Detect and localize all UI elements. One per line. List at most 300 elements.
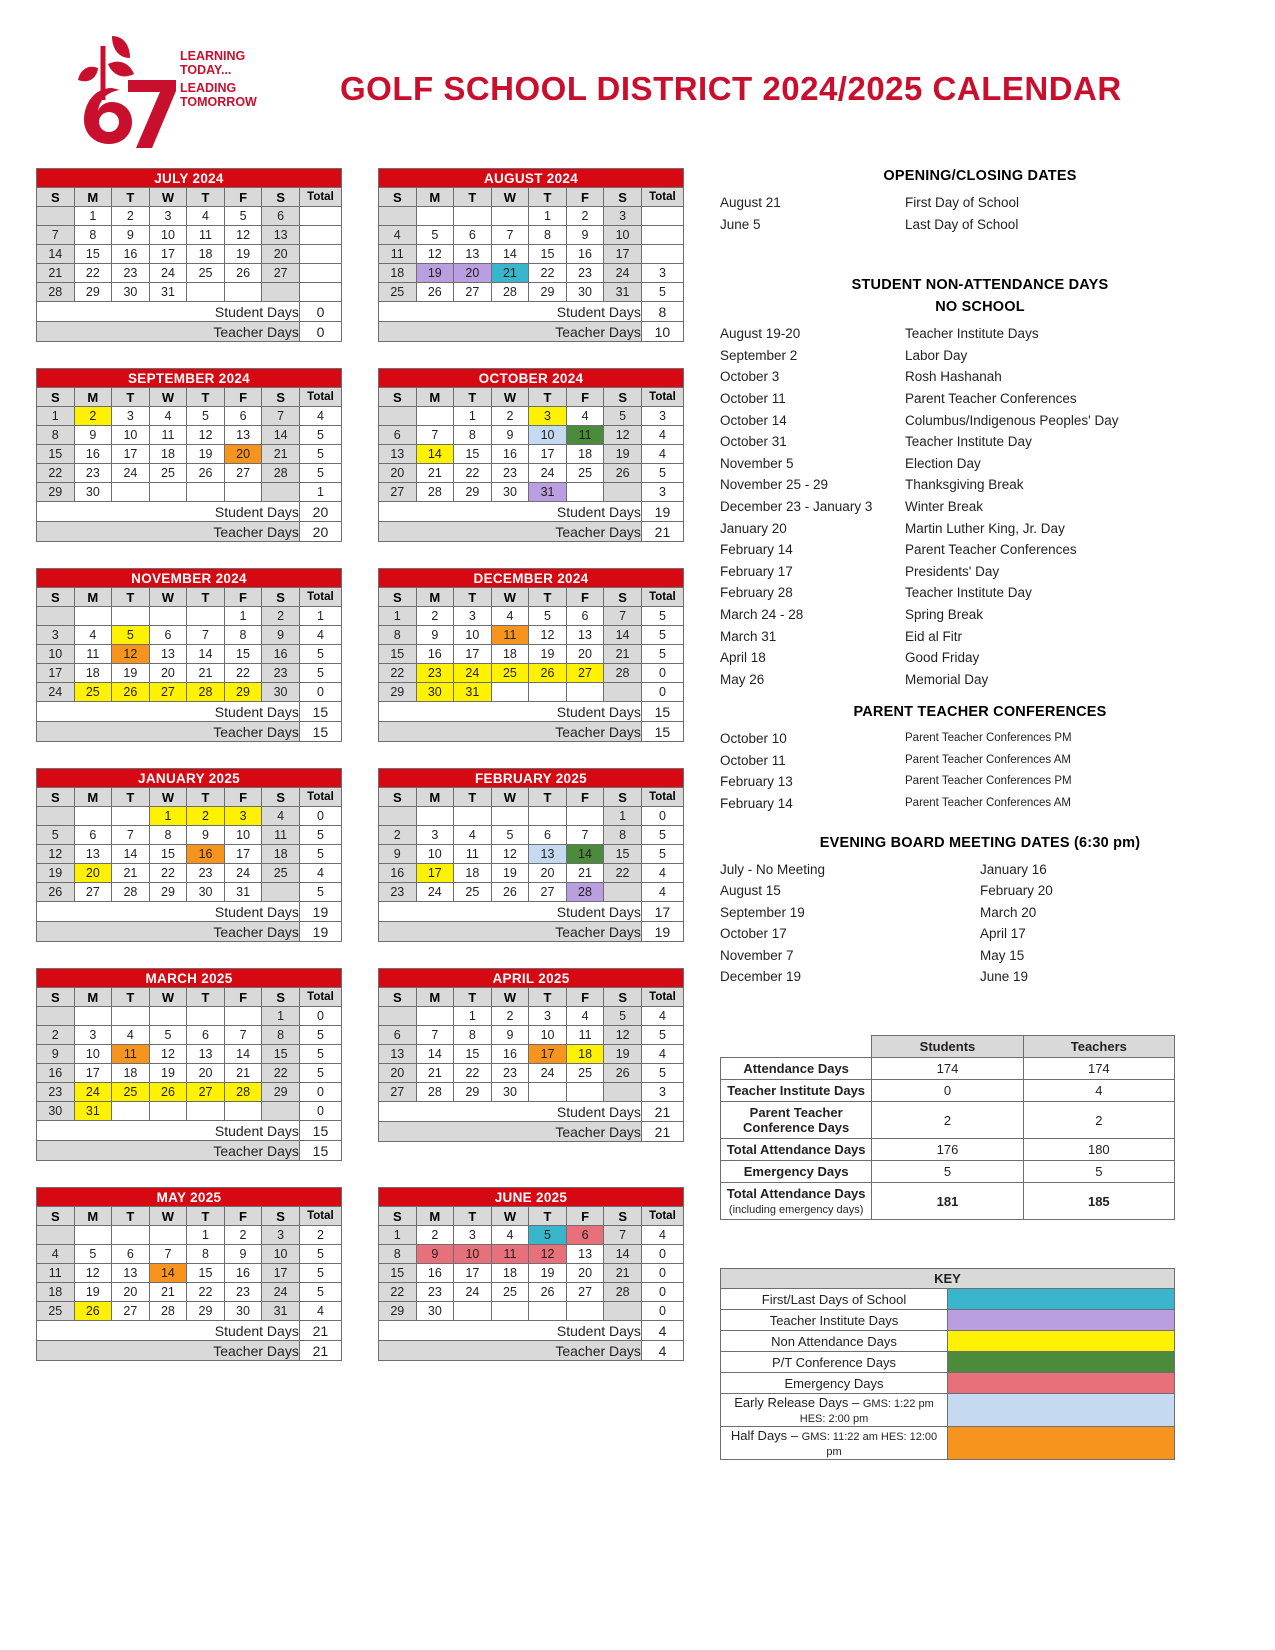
day-cell[interactable]: 7 xyxy=(604,1226,642,1245)
day-cell[interactable]: 21 xyxy=(416,464,454,483)
day-cell[interactable]: 23 xyxy=(491,464,529,483)
day-cell[interactable]: 23 xyxy=(566,264,604,283)
day-cell[interactable]: 17 xyxy=(37,664,75,683)
day-cell[interactable]: 2 xyxy=(262,607,300,626)
day-cell[interactable]: 15 xyxy=(262,1045,300,1064)
day-cell[interactable]: 26 xyxy=(529,664,567,683)
day-cell[interactable]: 21 xyxy=(262,445,300,464)
day-cell[interactable] xyxy=(187,483,225,502)
day-cell[interactable]: 7 xyxy=(416,426,454,445)
day-cell[interactable]: 16 xyxy=(416,645,454,664)
day-cell[interactable]: 4 xyxy=(491,1226,529,1245)
day-cell[interactable]: 14 xyxy=(262,426,300,445)
day-cell[interactable]: 22 xyxy=(149,864,187,883)
day-cell[interactable]: 17 xyxy=(224,845,262,864)
day-cell[interactable]: 21 xyxy=(491,264,529,283)
day-cell[interactable]: 22 xyxy=(379,664,417,683)
day-cell[interactable] xyxy=(37,1226,75,1245)
day-cell[interactable]: 18 xyxy=(566,445,604,464)
day-cell[interactable] xyxy=(604,483,642,502)
day-cell[interactable]: 19 xyxy=(37,864,75,883)
day-cell[interactable]: 28 xyxy=(149,1302,187,1321)
day-cell[interactable] xyxy=(74,1007,112,1026)
day-cell[interactable]: 25 xyxy=(379,283,417,302)
day-cell[interactable]: 26 xyxy=(604,1064,642,1083)
day-cell[interactable]: 22 xyxy=(224,664,262,683)
day-cell[interactable] xyxy=(416,407,454,426)
day-cell[interactable]: 26 xyxy=(74,1302,112,1321)
day-cell[interactable]: 30 xyxy=(491,483,529,502)
day-cell[interactable]: 7 xyxy=(37,226,75,245)
day-cell[interactable]: 2 xyxy=(187,807,225,826)
day-cell[interactable]: 11 xyxy=(491,1245,529,1264)
day-cell[interactable]: 10 xyxy=(529,426,567,445)
day-cell[interactable]: 20 xyxy=(187,1064,225,1083)
day-cell[interactable]: 6 xyxy=(149,626,187,645)
day-cell[interactable]: 3 xyxy=(529,407,567,426)
day-cell[interactable]: 29 xyxy=(187,1302,225,1321)
day-cell[interactable]: 14 xyxy=(37,245,75,264)
day-cell[interactable]: 16 xyxy=(491,1045,529,1064)
day-cell[interactable]: 22 xyxy=(454,1064,492,1083)
day-cell[interactable]: 11 xyxy=(149,426,187,445)
day-cell[interactable]: 20 xyxy=(454,264,492,283)
day-cell[interactable]: 31 xyxy=(149,283,187,302)
day-cell[interactable]: 30 xyxy=(224,1302,262,1321)
day-cell[interactable] xyxy=(187,607,225,626)
day-cell[interactable]: 14 xyxy=(149,1264,187,1283)
day-cell[interactable]: 5 xyxy=(187,407,225,426)
day-cell[interactable]: 27 xyxy=(224,464,262,483)
day-cell[interactable]: 15 xyxy=(37,445,75,464)
day-cell[interactable]: 28 xyxy=(262,464,300,483)
day-cell[interactable] xyxy=(566,1083,604,1102)
day-cell[interactable]: 30 xyxy=(262,683,300,702)
day-cell[interactable]: 15 xyxy=(529,245,567,264)
day-cell[interactable]: 3 xyxy=(454,607,492,626)
day-cell[interactable]: 25 xyxy=(149,464,187,483)
day-cell[interactable] xyxy=(491,207,529,226)
day-cell[interactable]: 25 xyxy=(454,883,492,902)
day-cell[interactable] xyxy=(491,1302,529,1321)
day-cell[interactable]: 22 xyxy=(74,264,112,283)
day-cell[interactable]: 8 xyxy=(37,426,75,445)
day-cell[interactable] xyxy=(224,483,262,502)
day-cell[interactable]: 10 xyxy=(224,826,262,845)
day-cell[interactable]: 11 xyxy=(566,426,604,445)
day-cell[interactable]: 3 xyxy=(262,1226,300,1245)
day-cell[interactable]: 4 xyxy=(566,407,604,426)
day-cell[interactable] xyxy=(529,1083,567,1102)
day-cell[interactable]: 13 xyxy=(187,1045,225,1064)
day-cell[interactable]: 13 xyxy=(262,226,300,245)
day-cell[interactable] xyxy=(379,207,417,226)
day-cell[interactable]: 1 xyxy=(74,207,112,226)
day-cell[interactable]: 12 xyxy=(224,226,262,245)
day-cell[interactable]: 23 xyxy=(187,864,225,883)
day-cell[interactable]: 19 xyxy=(112,664,150,683)
day-cell[interactable]: 23 xyxy=(491,1064,529,1083)
day-cell[interactable] xyxy=(149,1226,187,1245)
day-cell[interactable]: 13 xyxy=(74,845,112,864)
day-cell[interactable] xyxy=(604,1083,642,1102)
day-cell[interactable]: 14 xyxy=(491,245,529,264)
day-cell[interactable]: 11 xyxy=(566,1026,604,1045)
day-cell[interactable]: 18 xyxy=(262,845,300,864)
day-cell[interactable]: 27 xyxy=(529,883,567,902)
day-cell[interactable]: 19 xyxy=(224,245,262,264)
day-cell[interactable]: 6 xyxy=(529,826,567,845)
day-cell[interactable]: 8 xyxy=(262,1026,300,1045)
day-cell[interactable]: 13 xyxy=(529,845,567,864)
day-cell[interactable]: 27 xyxy=(454,283,492,302)
day-cell[interactable]: 10 xyxy=(37,645,75,664)
day-cell[interactable]: 4 xyxy=(262,807,300,826)
day-cell[interactable]: 17 xyxy=(416,864,454,883)
day-cell[interactable]: 28 xyxy=(187,683,225,702)
day-cell[interactable]: 15 xyxy=(379,645,417,664)
day-cell[interactable]: 1 xyxy=(224,607,262,626)
day-cell[interactable] xyxy=(112,807,150,826)
day-cell[interactable]: 16 xyxy=(74,445,112,464)
day-cell[interactable]: 6 xyxy=(187,1026,225,1045)
day-cell[interactable]: 14 xyxy=(604,626,642,645)
day-cell[interactable] xyxy=(74,807,112,826)
day-cell[interactable]: 23 xyxy=(416,664,454,683)
day-cell[interactable]: 3 xyxy=(416,826,454,845)
day-cell[interactable]: 6 xyxy=(566,1226,604,1245)
day-cell[interactable]: 29 xyxy=(379,683,417,702)
day-cell[interactable] xyxy=(262,883,300,902)
day-cell[interactable]: 17 xyxy=(604,245,642,264)
day-cell[interactable]: 11 xyxy=(491,626,529,645)
day-cell[interactable]: 19 xyxy=(187,445,225,464)
day-cell[interactable]: 29 xyxy=(224,683,262,702)
day-cell[interactable]: 20 xyxy=(224,445,262,464)
day-cell[interactable]: 16 xyxy=(37,1064,75,1083)
day-cell[interactable]: 2 xyxy=(74,407,112,426)
day-cell[interactable]: 14 xyxy=(604,1245,642,1264)
day-cell[interactable]: 7 xyxy=(262,407,300,426)
day-cell[interactable]: 24 xyxy=(529,464,567,483)
day-cell[interactable]: 21 xyxy=(604,645,642,664)
day-cell[interactable] xyxy=(149,1007,187,1026)
day-cell[interactable]: 3 xyxy=(149,207,187,226)
day-cell[interactable]: 22 xyxy=(37,464,75,483)
day-cell[interactable]: 12 xyxy=(416,245,454,264)
day-cell[interactable]: 13 xyxy=(454,245,492,264)
day-cell[interactable]: 17 xyxy=(454,1264,492,1283)
day-cell[interactable]: 30 xyxy=(187,883,225,902)
day-cell[interactable] xyxy=(187,1007,225,1026)
day-cell[interactable]: 9 xyxy=(224,1245,262,1264)
day-cell[interactable]: 25 xyxy=(491,664,529,683)
day-cell[interactable]: 12 xyxy=(491,845,529,864)
day-cell[interactable]: 15 xyxy=(379,1264,417,1283)
day-cell[interactable]: 11 xyxy=(112,1045,150,1064)
day-cell[interactable]: 27 xyxy=(187,1083,225,1102)
day-cell[interactable]: 27 xyxy=(149,683,187,702)
day-cell[interactable]: 12 xyxy=(529,626,567,645)
day-cell[interactable]: 18 xyxy=(37,1283,75,1302)
day-cell[interactable]: 8 xyxy=(379,626,417,645)
day-cell[interactable]: 8 xyxy=(74,226,112,245)
day-cell[interactable]: 29 xyxy=(454,1083,492,1102)
day-cell[interactable]: 25 xyxy=(491,1283,529,1302)
day-cell[interactable]: 1 xyxy=(379,607,417,626)
day-cell[interactable]: 6 xyxy=(112,1245,150,1264)
day-cell[interactable]: 15 xyxy=(74,245,112,264)
day-cell[interactable]: 13 xyxy=(149,645,187,664)
day-cell[interactable]: 18 xyxy=(454,864,492,883)
day-cell[interactable]: 16 xyxy=(566,245,604,264)
day-cell[interactable]: 10 xyxy=(529,1026,567,1045)
day-cell[interactable]: 8 xyxy=(379,1245,417,1264)
day-cell[interactable]: 10 xyxy=(74,1045,112,1064)
day-cell[interactable]: 29 xyxy=(379,1302,417,1321)
day-cell[interactable]: 11 xyxy=(74,645,112,664)
day-cell[interactable]: 24 xyxy=(529,1064,567,1083)
day-cell[interactable]: 27 xyxy=(566,664,604,683)
day-cell[interactable]: 6 xyxy=(262,207,300,226)
day-cell[interactable]: 8 xyxy=(454,1026,492,1045)
day-cell[interactable]: 12 xyxy=(529,1245,567,1264)
day-cell[interactable]: 30 xyxy=(112,283,150,302)
day-cell[interactable] xyxy=(529,683,567,702)
day-cell[interactable]: 16 xyxy=(491,445,529,464)
day-cell[interactable] xyxy=(379,407,417,426)
day-cell[interactable]: 19 xyxy=(491,864,529,883)
day-cell[interactable]: 1 xyxy=(454,407,492,426)
day-cell[interactable]: 5 xyxy=(416,226,454,245)
day-cell[interactable]: 16 xyxy=(262,645,300,664)
day-cell[interactable]: 24 xyxy=(454,1283,492,1302)
day-cell[interactable]: 28 xyxy=(604,1283,642,1302)
day-cell[interactable]: 24 xyxy=(149,264,187,283)
day-cell[interactable] xyxy=(37,1007,75,1026)
day-cell[interactable]: 2 xyxy=(566,207,604,226)
day-cell[interactable]: 27 xyxy=(379,483,417,502)
day-cell[interactable]: 10 xyxy=(454,626,492,645)
day-cell[interactable]: 5 xyxy=(604,1007,642,1026)
day-cell[interactable] xyxy=(262,483,300,502)
day-cell[interactable]: 9 xyxy=(491,1026,529,1045)
day-cell[interactable]: 28 xyxy=(224,1083,262,1102)
day-cell[interactable] xyxy=(604,683,642,702)
day-cell[interactable]: 2 xyxy=(224,1226,262,1245)
day-cell[interactable]: 22 xyxy=(454,464,492,483)
day-cell[interactable]: 5 xyxy=(37,826,75,845)
day-cell[interactable]: 6 xyxy=(454,226,492,245)
day-cell[interactable]: 25 xyxy=(74,683,112,702)
day-cell[interactable]: 15 xyxy=(454,445,492,464)
day-cell[interactable]: 13 xyxy=(112,1264,150,1283)
day-cell[interactable] xyxy=(416,207,454,226)
day-cell[interactable]: 22 xyxy=(529,264,567,283)
day-cell[interactable]: 26 xyxy=(112,683,150,702)
day-cell[interactable]: 28 xyxy=(491,283,529,302)
day-cell[interactable]: 18 xyxy=(491,645,529,664)
day-cell[interactable]: 20 xyxy=(566,645,604,664)
day-cell[interactable]: 15 xyxy=(604,845,642,864)
day-cell[interactable]: 29 xyxy=(74,283,112,302)
day-cell[interactable]: 3 xyxy=(37,626,75,645)
day-cell[interactable]: 20 xyxy=(149,664,187,683)
day-cell[interactable] xyxy=(566,683,604,702)
day-cell[interactable]: 4 xyxy=(149,407,187,426)
day-cell[interactable]: 9 xyxy=(416,626,454,645)
day-cell[interactable]: 9 xyxy=(416,1245,454,1264)
day-cell[interactable]: 4 xyxy=(566,1007,604,1026)
day-cell[interactable]: 28 xyxy=(416,483,454,502)
day-cell[interactable]: 14 xyxy=(416,445,454,464)
day-cell[interactable]: 17 xyxy=(112,445,150,464)
day-cell[interactable] xyxy=(149,607,187,626)
day-cell[interactable]: 19 xyxy=(74,1283,112,1302)
day-cell[interactable] xyxy=(224,1102,262,1121)
day-cell[interactable]: 2 xyxy=(416,607,454,626)
day-cell[interactable]: 1 xyxy=(379,1226,417,1245)
day-cell[interactable]: 15 xyxy=(149,845,187,864)
day-cell[interactable]: 29 xyxy=(454,483,492,502)
day-cell[interactable] xyxy=(491,683,529,702)
day-cell[interactable]: 24 xyxy=(112,464,150,483)
day-cell[interactable]: 6 xyxy=(224,407,262,426)
day-cell[interactable]: 21 xyxy=(566,864,604,883)
day-cell[interactable]: 31 xyxy=(529,483,567,502)
day-cell[interactable] xyxy=(566,1302,604,1321)
day-cell[interactable]: 31 xyxy=(224,883,262,902)
day-cell[interactable]: 26 xyxy=(604,464,642,483)
day-cell[interactable]: 10 xyxy=(604,226,642,245)
day-cell[interactable]: 1 xyxy=(604,807,642,826)
day-cell[interactable]: 17 xyxy=(529,445,567,464)
day-cell[interactable]: 26 xyxy=(491,883,529,902)
day-cell[interactable]: 30 xyxy=(566,283,604,302)
day-cell[interactable]: 12 xyxy=(604,1026,642,1045)
day-cell[interactable]: 2 xyxy=(491,1007,529,1026)
day-cell[interactable]: 14 xyxy=(187,645,225,664)
day-cell[interactable] xyxy=(74,607,112,626)
day-cell[interactable] xyxy=(454,1302,492,1321)
day-cell[interactable]: 16 xyxy=(112,245,150,264)
day-cell[interactable]: 28 xyxy=(604,664,642,683)
day-cell[interactable]: 7 xyxy=(224,1026,262,1045)
day-cell[interactable]: 30 xyxy=(416,1302,454,1321)
day-cell[interactable]: 1 xyxy=(454,1007,492,1026)
day-cell[interactable]: 4 xyxy=(491,607,529,626)
day-cell[interactable] xyxy=(187,1102,225,1121)
day-cell[interactable]: 5 xyxy=(491,826,529,845)
day-cell[interactable]: 16 xyxy=(416,1264,454,1283)
day-cell[interactable]: 31 xyxy=(604,283,642,302)
day-cell[interactable]: 18 xyxy=(566,1045,604,1064)
day-cell[interactable]: 10 xyxy=(112,426,150,445)
day-cell[interactable] xyxy=(454,207,492,226)
day-cell[interactable]: 5 xyxy=(149,1026,187,1045)
day-cell[interactable]: 6 xyxy=(566,607,604,626)
day-cell[interactable]: 29 xyxy=(529,283,567,302)
day-cell[interactable]: 29 xyxy=(37,483,75,502)
day-cell[interactable]: 11 xyxy=(454,845,492,864)
day-cell[interactable]: 6 xyxy=(379,426,417,445)
day-cell[interactable]: 18 xyxy=(74,664,112,683)
day-cell[interactable]: 24 xyxy=(224,864,262,883)
day-cell[interactable]: 29 xyxy=(149,883,187,902)
day-cell[interactable]: 8 xyxy=(604,826,642,845)
day-cell[interactable]: 20 xyxy=(262,245,300,264)
day-cell[interactable]: 9 xyxy=(37,1045,75,1064)
day-cell[interactable]: 30 xyxy=(491,1083,529,1102)
day-cell[interactable] xyxy=(566,807,604,826)
day-cell[interactable]: 13 xyxy=(566,1245,604,1264)
day-cell[interactable] xyxy=(262,1102,300,1121)
day-cell[interactable]: 16 xyxy=(379,864,417,883)
day-cell[interactable]: 28 xyxy=(566,883,604,902)
day-cell[interactable]: 19 xyxy=(604,445,642,464)
day-cell[interactable]: 21 xyxy=(149,1283,187,1302)
day-cell[interactable] xyxy=(112,1226,150,1245)
day-cell[interactable]: 8 xyxy=(529,226,567,245)
day-cell[interactable]: 25 xyxy=(566,464,604,483)
day-cell[interactable]: 9 xyxy=(187,826,225,845)
day-cell[interactable]: 23 xyxy=(416,1283,454,1302)
day-cell[interactable] xyxy=(262,283,300,302)
day-cell[interactable]: 24 xyxy=(416,883,454,902)
day-cell[interactable]: 9 xyxy=(262,626,300,645)
day-cell[interactable]: 24 xyxy=(262,1283,300,1302)
day-cell[interactable]: 24 xyxy=(454,664,492,683)
day-cell[interactable]: 28 xyxy=(416,1083,454,1102)
day-cell[interactable]: 2 xyxy=(491,407,529,426)
day-cell[interactable]: 23 xyxy=(379,883,417,902)
day-cell[interactable]: 26 xyxy=(416,283,454,302)
day-cell[interactable]: 27 xyxy=(262,264,300,283)
day-cell[interactable]: 30 xyxy=(74,483,112,502)
day-cell[interactable]: 5 xyxy=(529,1226,567,1245)
day-cell[interactable] xyxy=(379,1007,417,1026)
day-cell[interactable]: 3 xyxy=(74,1026,112,1045)
day-cell[interactable]: 14 xyxy=(224,1045,262,1064)
day-cell[interactable]: 27 xyxy=(379,1083,417,1102)
day-cell[interactable]: 22 xyxy=(262,1064,300,1083)
day-cell[interactable]: 19 xyxy=(149,1064,187,1083)
day-cell[interactable]: 13 xyxy=(566,626,604,645)
day-cell[interactable]: 7 xyxy=(566,826,604,845)
day-cell[interactable]: 7 xyxy=(491,226,529,245)
day-cell[interactable] xyxy=(224,283,262,302)
day-cell[interactable]: 5 xyxy=(224,207,262,226)
day-cell[interactable]: 14 xyxy=(416,1045,454,1064)
day-cell[interactable]: 28 xyxy=(37,283,75,302)
day-cell[interactable]: 25 xyxy=(262,864,300,883)
day-cell[interactable]: 18 xyxy=(379,264,417,283)
day-cell[interactable]: 8 xyxy=(224,626,262,645)
day-cell[interactable]: 19 xyxy=(416,264,454,283)
day-cell[interactable]: 9 xyxy=(379,845,417,864)
day-cell[interactable]: 1 xyxy=(37,407,75,426)
day-cell[interactable]: 27 xyxy=(566,1283,604,1302)
day-cell[interactable]: 3 xyxy=(224,807,262,826)
day-cell[interactable]: 9 xyxy=(74,426,112,445)
day-cell[interactable]: 17 xyxy=(454,645,492,664)
day-cell[interactable]: 25 xyxy=(187,264,225,283)
day-cell[interactable]: 11 xyxy=(187,226,225,245)
day-cell[interactable]: 16 xyxy=(187,845,225,864)
day-cell[interactable]: 21 xyxy=(112,864,150,883)
day-cell[interactable]: 20 xyxy=(379,1064,417,1083)
day-cell[interactable]: 11 xyxy=(379,245,417,264)
